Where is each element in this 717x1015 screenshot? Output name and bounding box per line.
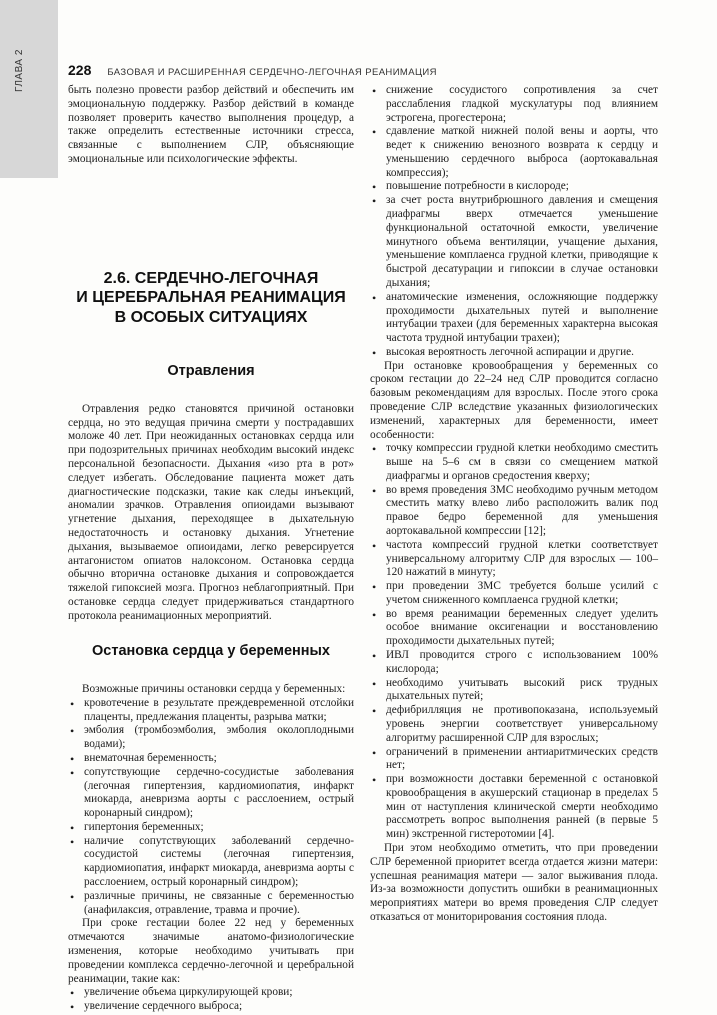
- list-item: • наличие сопутствующих заболеваний сердечно-сосудистой системы (легочная гипертензия, кардиомиопатия, инфаркт миокарда, аневризма аорты с расслоением, острый коронарный синдром);: [68, 835, 354, 890]
- intro-paragraph: быть полезно провести разбор действий и обеспечить им эмоциональную поддержку. Разбор действий в команде позволяет проверить качество выполнения процедур, а также определить естественные источники стресса, связанные с выполнением СЛР, объясняющие эмоциональные или психологические эффекты.: [68, 84, 354, 165]
- circulation-paragraph: При остановке кровообращения у беременных со сроком гестации до 22–24 нед СЛР проводится согласно базовым рекомендациям для взрослых. После этого срока проведение СЛР вследствие указанных физиологических изменений, характерных для беременности, имеет особенности:: [370, 359, 658, 441]
- list-item: • ограничений в применении антиаритмических средств нет;: [370, 746, 658, 774]
- poisoning-paragraph: Отравления редко становятся причиной остановки сердца, но это ведущая причина смерти у пострадавших моложе 40 лет. При неожиданных остановках сердца или при подозрительных причинах необходим высокий индекс персональной безопасности. Дыхания «изо рта в рот» следует избегать. Обследование пациента может дать диагностические подсказки, такие как следы инъекций, аномалии зрачков. Отравления опиоидами вызывают угнетение дыхания, переходящее в дыхательную недостаточность и остановку дыхания. Угнетение дыхания, вызываемое опиоидами, легко реверсируется антагонистом опиатов налоксоном. Остановка сердца обычно вторична остановке дыхания и сопровождается тяжелой гипоксией мозга. Прогноз неблагоприятный. При остановке сердца следует придерживаться стандартного протокола реанимационных мероприятий.: [68, 402, 354, 622]
- running-title: БАЗОВАЯ И РАСШИРЕННАЯ СЕРДЕЧНО-ЛЕГОЧНАЯ РЕАНИМАЦИЯ: [107, 67, 437, 78]
- subheading-poisoning: Отравления: [167, 363, 255, 380]
- list-item: • дефибрилляция не противопоказана, используемый уровень энергии соответствует универсальному алгоритму расширенной СЛР для взрослых;: [370, 704, 658, 745]
- list-item: • увеличение объема циркулирующей крови;: [68, 986, 354, 1000]
- list-item: • ИВЛ проводится строго с использованием 100% кислорода;: [370, 649, 658, 677]
- gestation-paragraph: При сроке гестации более 22 нед у беременных отмечаются значимые анатомо-физиологические изменения, которые необходимо учитывать при проведении комплекса сердечно-легочной и церебральной реанимации, такие как:: [68, 917, 354, 985]
- chapter-label: ГЛАВА 2: [14, 49, 25, 92]
- list-item: • при проведении ЗМС требуется больше усилий с учетом сниженного комплаенса грудной клетки;: [370, 580, 658, 608]
- list-item: • кровотечение в результате преждевременной отслойки плаценты, предлежания плаценты, разрыва матки;: [68, 697, 354, 725]
- section-title-line-3: В ОСОБЫХ СИТУАЦИЯХ: [114, 308, 308, 326]
- chapter-side-tab: [0, 0, 58, 178]
- final-paragraph: При этом необходимо отметить, что при проведении СЛР беременной приоритет всегда отдается жизни матери: успешная реанимация матери — залог выживания плода. Из-за возможности допустить ошибки в реанимационных мероприятиях матери во время проведения СЛР следует отказаться от мониторирования состояния плода.: [370, 841, 658, 923]
- list-item: • эмболия (тромбоэмболия, эмболия околоплодными водами);: [68, 724, 354, 752]
- list-item: • точку компрессии грудной клетки необходимо сместить выше на 5–6 см в связи со смещением маткой диафрагмы и органов средостения кверху;: [370, 442, 658, 483]
- list-item: • снижение сосудистого сопротивления за счет расслабления гладкой мускулатуры под влиянием эстрогена, прогестерона;: [370, 84, 658, 125]
- causes-intro: Возможные причины остановки сердца у беременных:: [82, 683, 346, 696]
- changes-list-continued: [370, 84, 658, 360]
- list-item: • во время проведения ЗМС необходимо ручным методом сместить матку влево либо расположить валик под правое бедро беременной для уменьшения аортокавальной компрессии [12];: [370, 484, 658, 539]
- subheading-pregnancy: Остановка сердца у беременных: [92, 643, 330, 660]
- page-header: [68, 62, 687, 78]
- section-title-line-2: И ЦЕРЕБРАЛЬНАЯ РЕАНИМАЦИЯ: [76, 289, 346, 307]
- left-column: [68, 84, 354, 1014]
- changes-list: [68, 986, 354, 1014]
- list-item: • необходимо учитывать высокий риск трудных дыхательных путей;: [370, 677, 658, 705]
- section-title: [68, 269, 354, 328]
- list-item: • при возможности доставки беременной с остановкой кровообращения в акушерский стационар в пределах 5 мин от наступления клинической смерти необходимо рассмотреть вопрос выполнения ранней (в первые 5 мин) экстренной гистеротомии [4].: [370, 773, 658, 842]
- list-item: • гипертония беременных;: [68, 821, 354, 835]
- list-item: • во время реанимации беременных следует уделить особое внимание оксигенации и восстановлению проходимости дыхательных путей;: [370, 608, 658, 649]
- list-item: • сопутствующие сердечно-сосудистые заболевания (легочная гипертензия, кардиомиопатия, инфаркт миокарда, аневризма аорты с расслоением, острый коронарный синдром);: [68, 766, 354, 821]
- features-list: [370, 442, 658, 842]
- list-item: • повышение потребности в кислороде;: [370, 180, 658, 194]
- list-item: • сдавление маткой нижней полой вены и аорты, что ведет к снижению венозного возврата к сердцу и уменьшению сердечного выброса (аортокавальная компрессия);: [370, 125, 658, 180]
- right-column: [370, 84, 658, 925]
- list-item: • высокая вероятность легочной аспирации и другие.: [370, 346, 658, 360]
- list-item: • увеличение сердечного выброса;: [68, 1000, 354, 1014]
- list-item: • за счет роста внутрибрюшного давления и смещения диафрагмы вверх отмечается уменьшение функциональной остаточной емкости, увеличение минутного объема вентиляции, учащение дыхания, уменьшение комплаенса грудной клетки, приводящие к быстрой десатурации и гипоксии в случае остановки дыхания;: [370, 194, 658, 290]
- list-item: • частота компрессий грудной клетки соответствует универсальному алгоритму СЛР для взрослых — 100–120 нажатий в минуту;: [370, 539, 658, 580]
- list-item: • различные причины, не связанные с беременностью (анафилаксия, отравление, травма и прочие).: [68, 890, 354, 918]
- list-item: • внематочная беременность;: [68, 752, 354, 766]
- causes-list: [68, 697, 354, 918]
- section-title-line-1: 2.6. СЕРДЕЧНО-ЛЕГОЧНАЯ: [103, 269, 319, 287]
- list-item: • анатомические изменения, осложняющие поддержку проходимости дыхательных путей и выполнение интубации трахеи (для беременных характерна высокая частота трудной интубации трахеи);: [370, 291, 658, 346]
- page-number: 228: [68, 62, 92, 78]
